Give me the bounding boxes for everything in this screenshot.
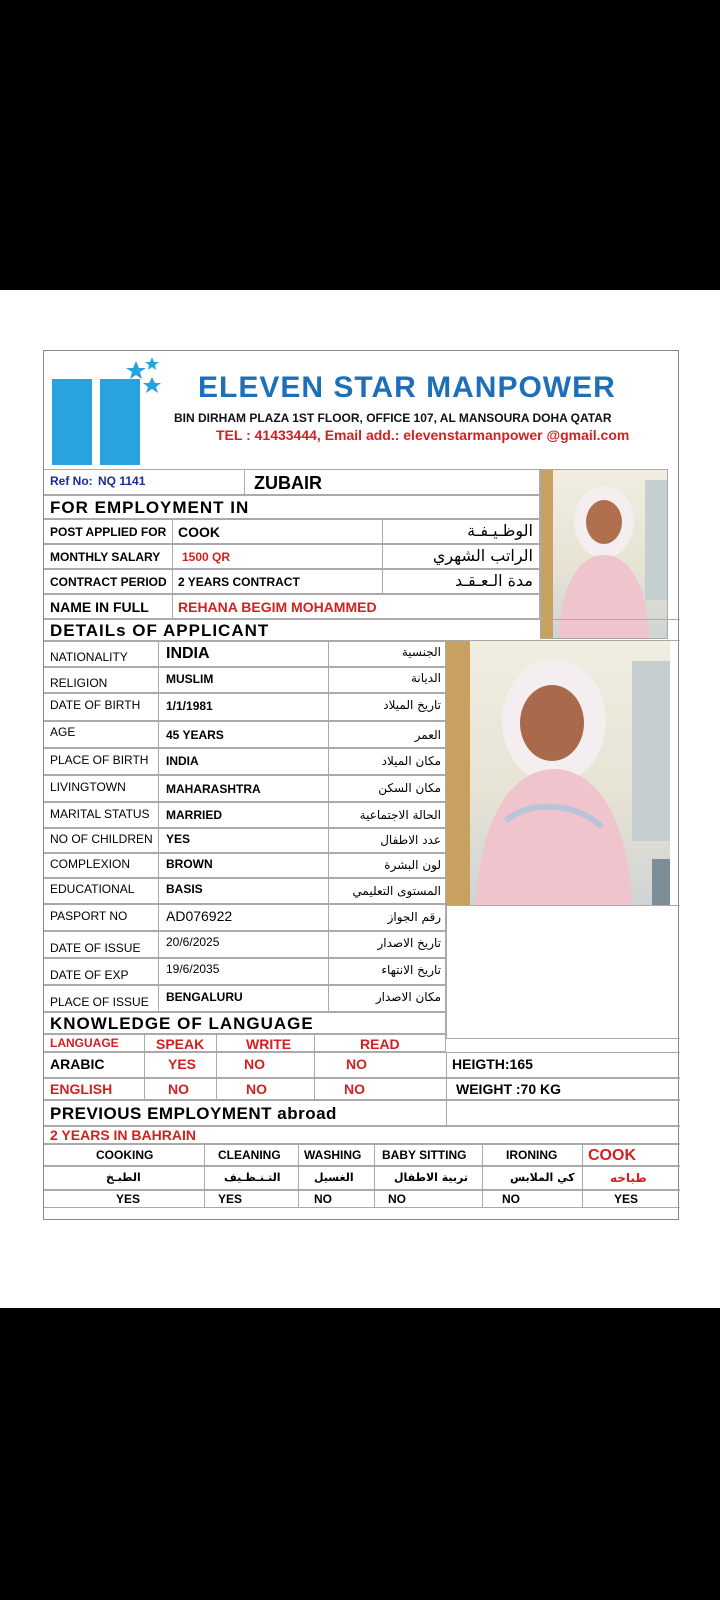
language-heading: KNOWLEDGE OF LANGUAGE [50, 1014, 314, 1033]
language-read: NO [346, 1056, 367, 1072]
employment-heading-row [44, 495, 540, 519]
applicant-photo-large [446, 641, 670, 905]
language-speak: NO [168, 1081, 189, 1097]
detail-value: BENGALURU [166, 990, 243, 1004]
skill-value: YES [218, 1192, 243, 1206]
skill-label: IRONING [506, 1148, 558, 1162]
cv-page [0, 290, 720, 1308]
skill-arabic: كي الملابس [510, 1171, 575, 1184]
detail-row [44, 985, 446, 1012]
employment-heading: FOR EMPLOYMENT IN [50, 498, 250, 517]
language-read: NO [344, 1081, 365, 1097]
height-value: HEIGTH:165 [452, 1056, 533, 1072]
detail-value: AD076922 [166, 908, 233, 924]
language-row [44, 1078, 680, 1100]
language-col-header: WRITE [246, 1036, 292, 1052]
detail-value: INDIA [166, 645, 210, 662]
detail-row [44, 693, 446, 721]
company-name: ELEVEN STAR MANPOWER [198, 371, 616, 404]
detail-value: INDIA [166, 754, 199, 768]
photo-blank-cell [446, 905, 680, 1039]
detail-row [44, 828, 446, 853]
language-speak: YES [168, 1056, 197, 1072]
employment-label: CONTRACT PERIOD [50, 575, 167, 589]
previous-value-row [44, 1126, 680, 1144]
detail-arabic: العمر [414, 728, 441, 742]
detail-row [44, 802, 446, 828]
detail-label: PLACE OF BIRTH [50, 753, 149, 767]
language-write: NO [246, 1081, 267, 1097]
previous-heading: PREVIOUS EMPLOYMENT abroad [50, 1104, 337, 1123]
employment-arabic: مدة الـعـقـد [454, 571, 533, 590]
detail-value: BASIS [166, 882, 203, 896]
company-contact: TEL : 41433444, Email add.: elevenstarmanpower @gmail.com [216, 427, 630, 443]
detail-value: MARRIED [166, 808, 222, 822]
detail-row [44, 853, 446, 878]
detail-row [44, 641, 446, 667]
employment-row [44, 569, 540, 594]
detail-value: 1/1/1981 [166, 699, 213, 713]
employment-row [44, 519, 540, 544]
detail-label: AGE [50, 725, 76, 739]
detail-label: COMPLEXION [50, 857, 131, 871]
company-address: BIN DIRHAM PLAZA 1ST FLOOR, OFFICE 107, AL MANSOURA DOHA QATAR [174, 411, 612, 425]
skill-value: YES [614, 1192, 639, 1206]
detail-row [44, 721, 446, 748]
detail-label: MARITAL STATUS [50, 807, 150, 821]
skill-value: NO [314, 1192, 332, 1206]
detail-value: MAHARASHTRA [166, 782, 261, 796]
detail-arabic: لون البشرة [384, 858, 441, 872]
skill-label: WASHING [304, 1148, 362, 1162]
ref-label: Ref No: [50, 474, 93, 488]
language-name: ENGLISH [50, 1081, 113, 1097]
person-photo-icon [446, 641, 670, 905]
language-name: ARABIC [50, 1056, 105, 1072]
skills-header-row [44, 1144, 680, 1166]
detail-arabic: المستوى التعليمي [352, 884, 441, 898]
detail-label: DATE OF ISSUE [50, 941, 141, 955]
sponsor-name: ZUBAIR [254, 473, 322, 493]
detail-arabic: الحالة الاجتماعية [359, 808, 441, 822]
language-write: NO [244, 1056, 265, 1072]
detail-value: 20/6/2025 [166, 935, 220, 949]
detail-label: PASPORT NO [50, 909, 128, 923]
detail-arabic: مكان السكن [378, 781, 441, 795]
skill-arabic: الطبـخ [106, 1171, 141, 1184]
skill-arabic: الغسيل [314, 1171, 354, 1184]
employment-value: 2 YEARS CONTRACT [178, 575, 300, 589]
employment-value: 1500 QR [182, 550, 231, 564]
employment-row [44, 544, 540, 569]
detail-row [44, 775, 446, 802]
applicant-photo-small [540, 469, 668, 639]
ref-row [44, 469, 540, 495]
language-row [44, 1052, 680, 1078]
detail-label: NATIONALITY [50, 650, 128, 664]
person-photo-icon [541, 470, 667, 638]
detail-label: DATE OF BIRTH [50, 698, 141, 712]
employment-arabic: الوظـيـفـة [467, 521, 533, 540]
weight-value: WEIGHT :70 KG [456, 1081, 562, 1097]
language-heading-row [44, 1012, 446, 1034]
detail-row [44, 878, 446, 904]
detail-row [44, 931, 446, 958]
name-value: REHANA BEGIM MOHAMMED [178, 599, 377, 615]
skill-arabic: التـنـظـيف [224, 1171, 281, 1184]
detail-row [44, 748, 446, 775]
language-header-row [44, 1034, 446, 1052]
employment-label: POST APPLIED FOR [50, 525, 167, 539]
detail-row [44, 958, 446, 985]
detail-arabic: تاريخ الانتهاء [381, 963, 441, 977]
detail-value: MUSLIM [166, 672, 214, 686]
employment-arabic: الراتب الشهري [432, 546, 533, 565]
detail-row [44, 904, 446, 931]
detail-arabic: الديانة [410, 671, 441, 685]
skill-value: NO [388, 1192, 406, 1206]
employment-label: MONTHLY SALARY [50, 550, 161, 564]
detail-arabic: تاريخ الاصدار [377, 936, 441, 950]
previous-heading-row [44, 1100, 680, 1126]
detail-label: DATE OF EXP [50, 968, 129, 982]
detail-value: BROWN [166, 857, 213, 871]
detail-value: 45 YEARS [166, 728, 224, 742]
detail-arabic: عدد الاطفال [380, 833, 441, 847]
detail-value: YES [166, 832, 191, 846]
skill-value: YES [116, 1192, 141, 1206]
previous-value: 2 YEARS IN BAHRAIN [50, 1127, 196, 1143]
eleven-star-logo-icon [48, 355, 164, 467]
skill-value: NO [502, 1192, 520, 1206]
detail-label: RELIGION [50, 676, 108, 690]
detail-arabic: مكان الميلاد [381, 754, 441, 768]
name-row [44, 594, 540, 619]
detail-row [44, 667, 446, 693]
skills-value-row [44, 1190, 680, 1208]
details-heading: DETAILs OF APPLICANT [50, 621, 270, 640]
language-col-header: SPEAK [156, 1036, 205, 1052]
skill-label: COOKING [96, 1148, 154, 1162]
skill-label: COOK [588, 1147, 636, 1164]
detail-arabic: الجنسية [401, 645, 441, 659]
ref-value: NQ 1141 [98, 474, 146, 488]
employment-value: COOK [178, 524, 220, 540]
details-heading-row [44, 619, 680, 641]
detail-value: 19/6/2035 [166, 962, 220, 976]
detail-label: EDUCATIONAL [50, 882, 135, 896]
skill-label: CLEANING [218, 1148, 281, 1162]
company-logo [48, 355, 164, 467]
language-col-header: LANGUAGE [50, 1036, 119, 1050]
detail-arabic: رقم الجواز [387, 910, 441, 924]
application-form [43, 350, 679, 1220]
skill-arabic: تربية الاطفال [394, 1171, 469, 1184]
detail-label: PLACE OF ISSUE [50, 995, 149, 1009]
skill-arabic: طباخه [610, 1171, 647, 1185]
skills-arabic-row [44, 1166, 680, 1190]
detail-label: LIVINGTOWN [50, 780, 126, 794]
language-col-header: READ [360, 1036, 400, 1052]
skill-label: BABY SITTING [382, 1148, 467, 1162]
detail-label: NO OF CHILDREN [50, 832, 153, 846]
detail-arabic: تاريخ الميلاد [383, 698, 441, 712]
name-label: NAME IN FULL [50, 599, 149, 615]
detail-arabic: مكان الاصدار [375, 990, 441, 1004]
